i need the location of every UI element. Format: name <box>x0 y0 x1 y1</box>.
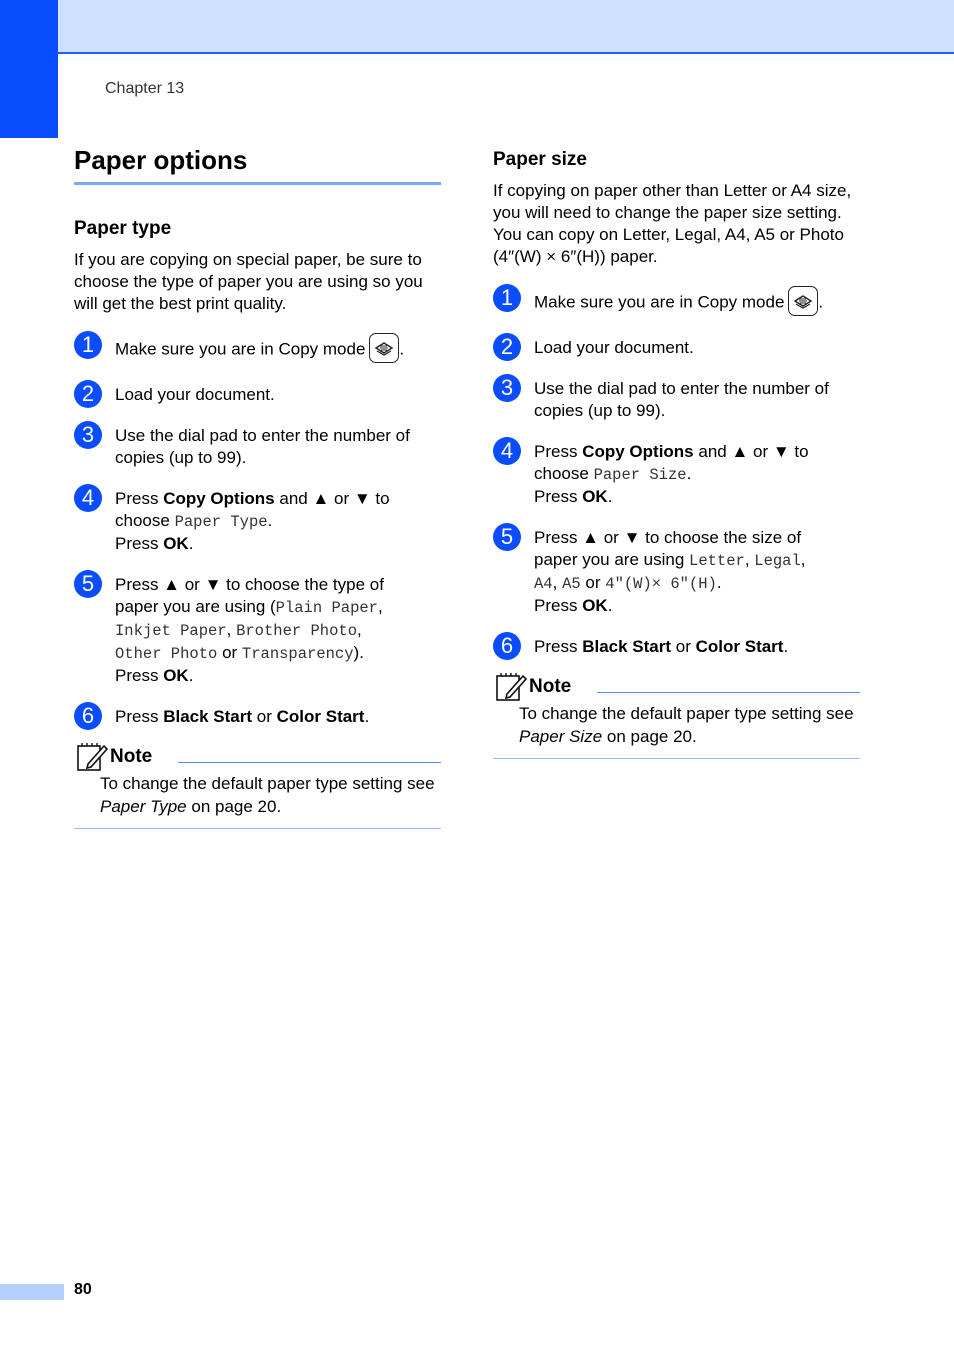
step-text: and ▲ or ▼ to <box>279 489 390 508</box>
note-reference: Paper Type <box>100 797 187 816</box>
step-text: Press <box>115 707 159 726</box>
step-text: Press <box>534 637 578 656</box>
color-start-label: Color Start <box>276 707 365 726</box>
step-text: Use the dial pad to enter the number of copies (up to 99). <box>115 426 410 467</box>
lcd-option: Inkjet Paper <box>115 622 227 640</box>
lcd-option: Other Photo <box>115 645 218 663</box>
step-1: 1 Make sure you are in Copy mode . <box>493 288 860 318</box>
step-3 <box>74 422 441 469</box>
lcd-option: Plain Paper <box>275 599 378 617</box>
step-text: or <box>585 573 601 592</box>
step-4: 4 Press Copy Options and ▲ or ▼ to choose Paper Type. Press OK. <box>74 488 441 555</box>
step-text: Press <box>534 487 578 506</box>
note-pencil-icon <box>76 742 108 777</box>
step-number: 3 <box>493 374 521 402</box>
lcd-option: Paper Size <box>593 466 687 484</box>
lcd-option: 4″(W)× 6″(H) <box>605 575 717 593</box>
step-number: 1 <box>493 284 521 312</box>
note-box <box>493 672 860 759</box>
note-text-part: on page 20. <box>606 727 697 746</box>
ok-label: OK <box>163 666 189 685</box>
step-text: Use the dial pad to enter the number of copies (up to 99). <box>534 379 829 420</box>
step-number: 2 <box>74 380 102 408</box>
note-text-part: To change the default paper type setting see <box>519 704 854 723</box>
footer-band <box>0 1284 64 1300</box>
step-text: or <box>256 707 272 726</box>
lcd-option: Paper Type <box>174 513 268 531</box>
step-text: Press <box>534 442 578 461</box>
copy-mode-icon <box>369 333 399 363</box>
step-number: 5 <box>493 523 521 551</box>
step-text: Load your document. <box>115 385 275 404</box>
ok-label: OK <box>163 534 189 553</box>
step-6: 6 Press Black Start or Color Start. <box>74 706 441 728</box>
step-text: or <box>675 637 691 656</box>
page-number: 80 <box>74 1281 92 1298</box>
step-5: 5 Press ▲ or ▼ to choose the type of paper you are using (Plain Paper, Inkjet Paper, Brother Photo, Other Photo or Transparency). Press OK. <box>74 574 441 687</box>
step-text: paper you are using ( <box>115 597 276 616</box>
note-reference: Paper Size <box>519 727 603 746</box>
step-number: 4 <box>493 437 521 465</box>
left-column <box>74 140 441 829</box>
header-band <box>0 0 954 54</box>
copy-options-label: Copy Options <box>582 442 694 461</box>
note-box <box>74 742 441 829</box>
note-text <box>74 772 441 818</box>
step-number: 4 <box>74 484 102 512</box>
ok-label: OK <box>582 487 608 506</box>
step-2 <box>74 381 441 406</box>
step-text: choose <box>115 511 170 530</box>
color-start-label: Color Start <box>695 637 784 656</box>
step-text: Press <box>115 489 159 508</box>
step-number: 5 <box>74 570 102 598</box>
right-column <box>493 140 860 759</box>
lcd-option: Brother Photo <box>236 622 357 640</box>
paper-type-intro: If you are copying on special paper, be sure to choose the type of paper you are using so you will get the best print quality. <box>74 250 423 313</box>
step-1: 1 Make sure you are in Copy mode . <box>74 335 441 365</box>
step-text: Press <box>534 596 578 615</box>
step-number: 6 <box>74 702 102 730</box>
step-text: Make sure you are in Copy mode <box>534 292 785 312</box>
note-bottom-rule <box>74 828 441 829</box>
lcd-option: Letter <box>689 552 745 570</box>
copy-options-label: Copy Options <box>163 489 275 508</box>
step-2 <box>493 334 860 359</box>
step-text: paper you are using <box>534 550 685 569</box>
step-text: choose <box>534 464 589 483</box>
step-6: 6 Press Black Start or Color Start. <box>493 636 860 658</box>
copy-mode-icon <box>788 286 818 316</box>
lcd-option: A5 <box>562 575 581 593</box>
ok-label: OK <box>582 596 608 615</box>
step-number: 3 <box>74 421 102 449</box>
step-5: 5 Press ▲ or ▼ to choose the size of paper you are using Letter, Legal, A4, A5 or 4″(W)× 6″(H). Press OK. <box>493 527 860 617</box>
step-text: Make sure you are in Copy mode <box>115 339 366 359</box>
step-text: Press ▲ or ▼ to choose the type of <box>115 575 384 594</box>
section-title: Paper options <box>74 140 441 185</box>
step-text: or <box>222 643 238 662</box>
step-text: and ▲ or ▼ to <box>698 442 809 461</box>
lcd-option: Transparency <box>241 645 354 663</box>
note-text <box>493 702 860 748</box>
step-3 <box>493 375 860 422</box>
step-number: 6 <box>493 632 521 660</box>
lcd-option: Legal <box>754 552 801 570</box>
note-text-part: To change the default paper type setting see <box>100 774 435 793</box>
note-label: Note <box>110 746 153 767</box>
note-bottom-rule <box>493 758 860 759</box>
step-text: Load your document. <box>534 338 694 357</box>
black-start-label: Black Start <box>582 637 672 656</box>
note-pencil-icon <box>495 672 527 707</box>
note-rule <box>178 762 441 763</box>
step-4: 4 Press Copy Options and ▲ or ▼ to choose Paper Size. Press OK. <box>493 441 860 508</box>
note-text-part: on page 20. <box>191 797 282 816</box>
note-label: Note <box>529 676 572 697</box>
paper-size-intro: If copying on paper other than Letter or A4 size, you will need to change the paper size setting. You can copy on Letter, Legal, A4, A5 or Photo (4″(W) × 6″(H)) paper. <box>493 181 852 266</box>
step-text: Press ▲ or ▼ to choose the size of <box>534 528 802 547</box>
black-start-label: Black Start <box>163 707 253 726</box>
paper-type-title: Paper type <box>74 218 172 239</box>
step-text: Press <box>115 666 159 685</box>
lcd-option: A4 <box>534 575 553 593</box>
chapter-label: Chapter 13 <box>105 80 185 97</box>
note-rule <box>597 692 860 693</box>
step-number: 1 <box>74 331 102 359</box>
step-text: Press <box>115 534 159 553</box>
paper-size-title: Paper size <box>493 149 587 170</box>
step-number: 2 <box>493 333 521 361</box>
chapter-tab <box>0 0 58 138</box>
